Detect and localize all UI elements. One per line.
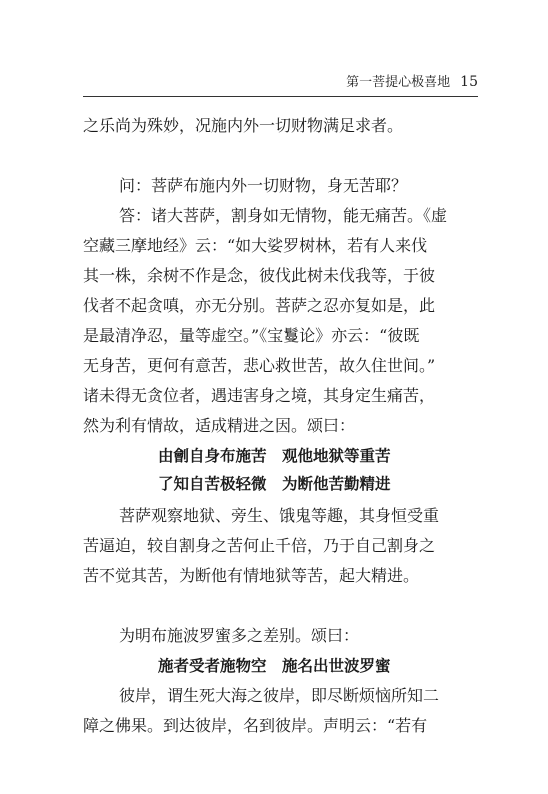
body-line: 苦不觉其苦，为断他有情地狱等苦，起大精进。 <box>83 566 420 585</box>
body-line: 诸未得无贪位者，遇违害身之境，其身定生痛苦， <box>83 386 436 405</box>
body-line: 其一株，余树不作是念，彼伐此树未伐我等，于彼 <box>83 266 436 285</box>
header-rule <box>83 96 478 97</box>
body-line: 苦逼迫，较自割身之苦何止千倍，乃于自己割身之 <box>83 536 436 555</box>
page-number: 15 <box>460 74 478 90</box>
body-line: 之乐尚为殊妙，况施内外一切财物满足求者。 <box>83 116 404 135</box>
body-line: 伐者不起贪嗔，亦无分别。菩萨之忍亦复如是，此 <box>83 296 436 315</box>
verse-line: 了知自苦极轻微 为断他苦勤精进 <box>158 475 391 493</box>
verse-line: 由劊自身布施苦 观他地狱等重苦 <box>158 447 391 465</box>
body-line: 菩萨观察地狱、旁生、饿鬼等趣，其身恒受重 <box>119 506 440 525</box>
running-head <box>346 71 478 90</box>
body-line: 无身苦，更何有意苦，悲心救世苦，故久住世间。” <box>83 356 436 375</box>
body-line: 障之佛果。到达彼岸，名到彼岸。声明云：“若有 <box>83 716 428 735</box>
verse-line: 施者受者施物空 施名出世波罗蜜 <box>158 657 391 675</box>
answer-line: 答：诸大菩萨，割身如无情物，能无痛苦。《虚 <box>119 206 448 225</box>
body-line: 然为利有情故，适成精进之因。颂曰： <box>83 416 356 435</box>
body-line: 为明布施波罗蜜多之差别。颂曰： <box>119 626 360 645</box>
body-line: 彼岸，谓生死大海之彼岸，即尽断烦恼所知二 <box>119 686 440 705</box>
chapter-title: 第一菩提心极喜地 <box>346 75 451 90</box>
body-line: 是最清净忍，量等虚空。”《宝鬘论》亦云：“彼既 <box>83 326 420 345</box>
question-line: 问：菩萨布施内外一切财物，身无苦耶？ <box>119 176 408 195</box>
body-line: 空藏三摩地经》云：“如大娑罗树林，若有人来伐 <box>83 236 428 255</box>
